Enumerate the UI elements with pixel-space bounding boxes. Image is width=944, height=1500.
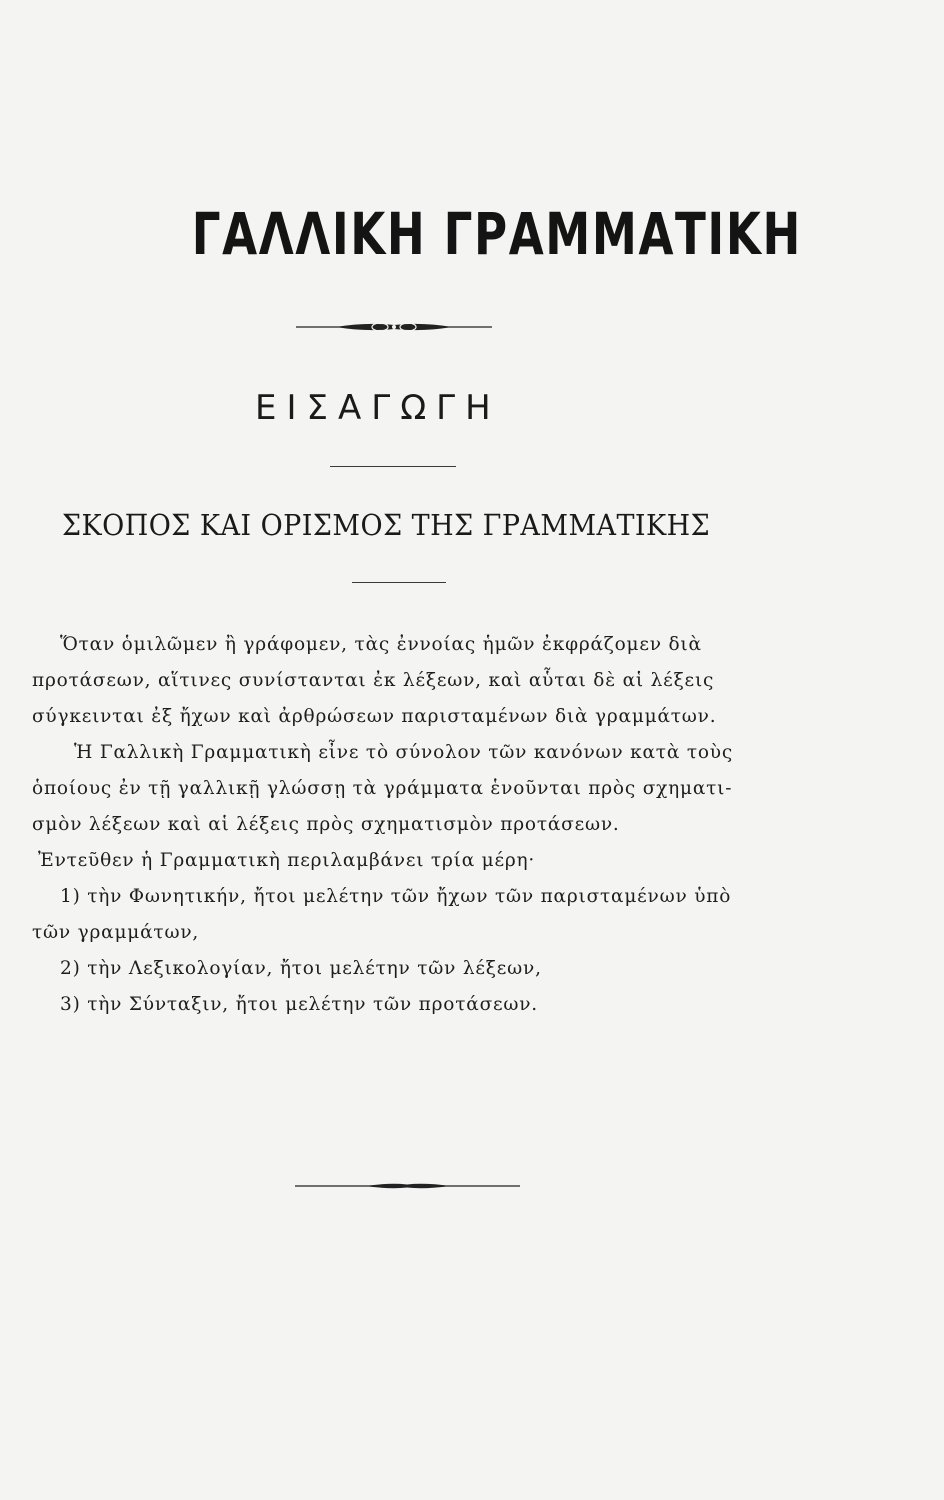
decorative-divider-ornament	[296, 316, 492, 338]
body-line: τῶν γραμμάτων,	[32, 922, 200, 943]
body-line: ὁποίους ἐν τῇ γαλλικῇ γλώσσῃ τὰ γράμματα ἑνοῦνται πρὸς σχηματι-	[32, 778, 733, 799]
body-line: Ἐντεῦθεν ἡ Γραμματικὴ περιλαμβάνει τρία μέρη·	[38, 850, 536, 871]
body-line: 3) τὴν Σύνταξιν, ἤτοι μελέτην τῶν προτάσεων.	[60, 994, 538, 1015]
body-line: Ἡ Γαλλικὴ Γραμματικὴ εἶνε τὸ σύνολον τῶν κανόνων κατὰ τοὺς	[74, 742, 733, 763]
section-heading: ΕΙΣΑΓΩΓΗ	[255, 388, 501, 428]
end-ornament-divider	[295, 1176, 520, 1196]
divider-rule-top	[330, 466, 456, 467]
body-line: 2) τὴν Λεξικολογίαν, ἤτοι μελέτην τῶν λέξεων,	[60, 958, 542, 979]
page-title	[86, 200, 822, 268]
body-line: Ὅταν ὁμιλῶμεν ἢ γράφομεν, τὰς ἐννοίας ἡμῶν ἐκφράζομεν διὰ	[60, 634, 702, 655]
body-line: σύγκεινται ἐξ ἤχων καὶ ἀρθρώσεων παρισταμένων διὰ γραμμάτων.	[32, 706, 717, 727]
body-line: 1) τὴν Φωνητικήν, ἤτοι μελέτην τῶν ἤχων τῶν παρισταμένων ὑπὸ	[60, 886, 732, 907]
page-title-text: ΓΑΛΛΙΚΗ ΓΡΑΜΜΑΤΙΚΗ	[191, 200, 802, 268]
body-line: σμὸν λέξεων καὶ αἱ λέξεις πρὸς σχηματισμὸν προτάσεων.	[32, 814, 620, 835]
divider-rule-bottom	[352, 582, 446, 583]
section-subtitle: ΣΚΟΠΟΣ ΚΑΙ ΟΡΙΣΜΟΣ ΤΗΣ ΓΡΑΜΜΑΤΙΚΗΣ	[62, 508, 711, 542]
body-line: προτάσεων, αἵτινες συνίστανται ἐκ λέξεων, καὶ αὗται δὲ αἱ λέξεις	[32, 670, 715, 691]
